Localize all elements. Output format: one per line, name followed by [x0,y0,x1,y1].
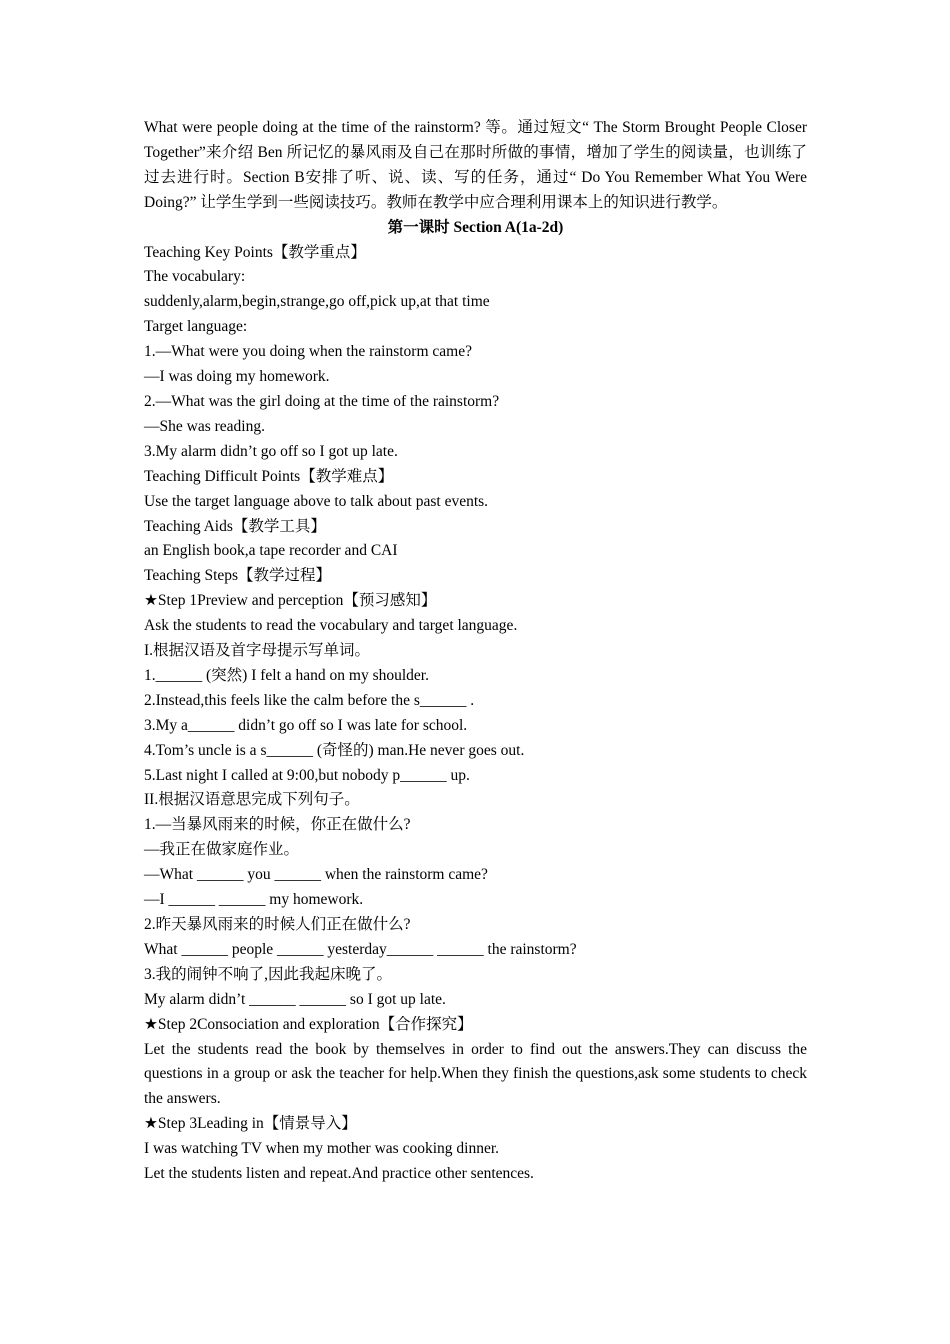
text-line: ★Step 1Preview and perception【预习感知】 [144,592,437,610]
text-line: —What ______ you ______ when the rainstorm came? [144,866,488,884]
text-line: My alarm didn’t ______ ______ so I got up late. [144,990,446,1008]
text-line: ★Step 3Leading in【情景导入】 [144,1115,357,1133]
text-line: Teaching Steps【教学过程】 [144,567,332,585]
text-line: Target language: [144,318,248,336]
body-lines [144,241,807,1038]
text-line: 3.我的闹钟不响了,因此我起床晚了。 [144,965,393,983]
lesson-heading: 第一课时 Section A(1a-2d) [387,218,564,236]
text-line: 1.______ (突然) I felt a hand on my shoulder. [144,666,429,684]
text-line: 1.—当暴风雨来的时候，你正在做什么? [144,816,411,834]
text-line: —I ______ ______ my homework. [144,891,364,909]
text-line: What ______ people ______ yesterday______ ______ the rainstorm? [144,940,577,958]
step2-paragraph: Let the students read the book by themselves in order to find out the answers.They can discuss the questions in a group or ask the teacher for help.When they finish the questions,ask some students to check the answers. [144,1040,807,1108]
text-line: 3.My alarm didn’t go off so I got up late. [144,442,398,460]
text-line: The vocabulary: [144,268,246,286]
text-line: 5.Last night I called at 9:00,but nobody p______ up. [144,766,470,784]
text-line: 2.Instead,this feels like the calm before the s______ . [144,691,475,709]
text-line: —I was doing my homework. [144,368,330,386]
intro-paragraph: What were people doing at the time of the rainstorm? 等。通过短文“ The Storm Brought People Closer Together”来介绍 Ben 所记忆的暴风雨及自己在那时所做的事情，增加了学生的阅读量，也训练了过去进行时。Section B安排了听、说、读、写的任务，通过“ Do You Remember What You Were Doing?” 让学生学到一些阅读技巧。教师在教学中应合理利用课本上的知识进行教学。 [144,119,807,211]
text-line: —She was reading. [144,417,265,435]
document-page [144,116,807,1187]
text-line: suddenly,alarm,begin,strange,go off,pick up,at that time [144,293,490,311]
text-line: Teaching Aids【教学工具】 [144,517,326,535]
text-line: an English book,a tape recorder and CAI [144,542,398,560]
text-line: II.根据汉语意思完成下列句子。 [144,791,360,809]
text-line: 2.昨天暴风雨来的时候人们正在做什么? [144,916,411,933]
text-line: 1.—What were you doing when the rainstorm came? [144,343,472,361]
text-line: Ask the students to read the vocabulary and target language. [144,617,518,635]
text-line: ★Step 2Consociation and exploration【合作探究】 [144,1015,473,1033]
tail-lines [144,1112,807,1187]
text-line: Let the students listen and repeat.And practice other sentences. [144,1165,534,1183]
text-line: I.根据汉语及首字母提示写单词。 [144,642,371,660]
text-line: 3.My a______ didn’t go off so I was late for school. [144,716,468,734]
text-line: I was watching TV when my mother was cooking dinner. [144,1140,500,1158]
text-line: —我正在做家庭作业。 [144,841,300,859]
text-line: Teaching Difficult Points【教学难点】 [144,467,394,485]
text-line: 4.Tom’s uncle is a s______ (奇怪的) man.He never goes out. [144,741,525,759]
text-line: Use the target language above to talk about past events. [144,492,489,510]
text-line: Teaching Key Points【教学重点】 [144,243,366,261]
text-line: 2.—What was the girl doing at the time of the rainstorm? [144,392,500,410]
